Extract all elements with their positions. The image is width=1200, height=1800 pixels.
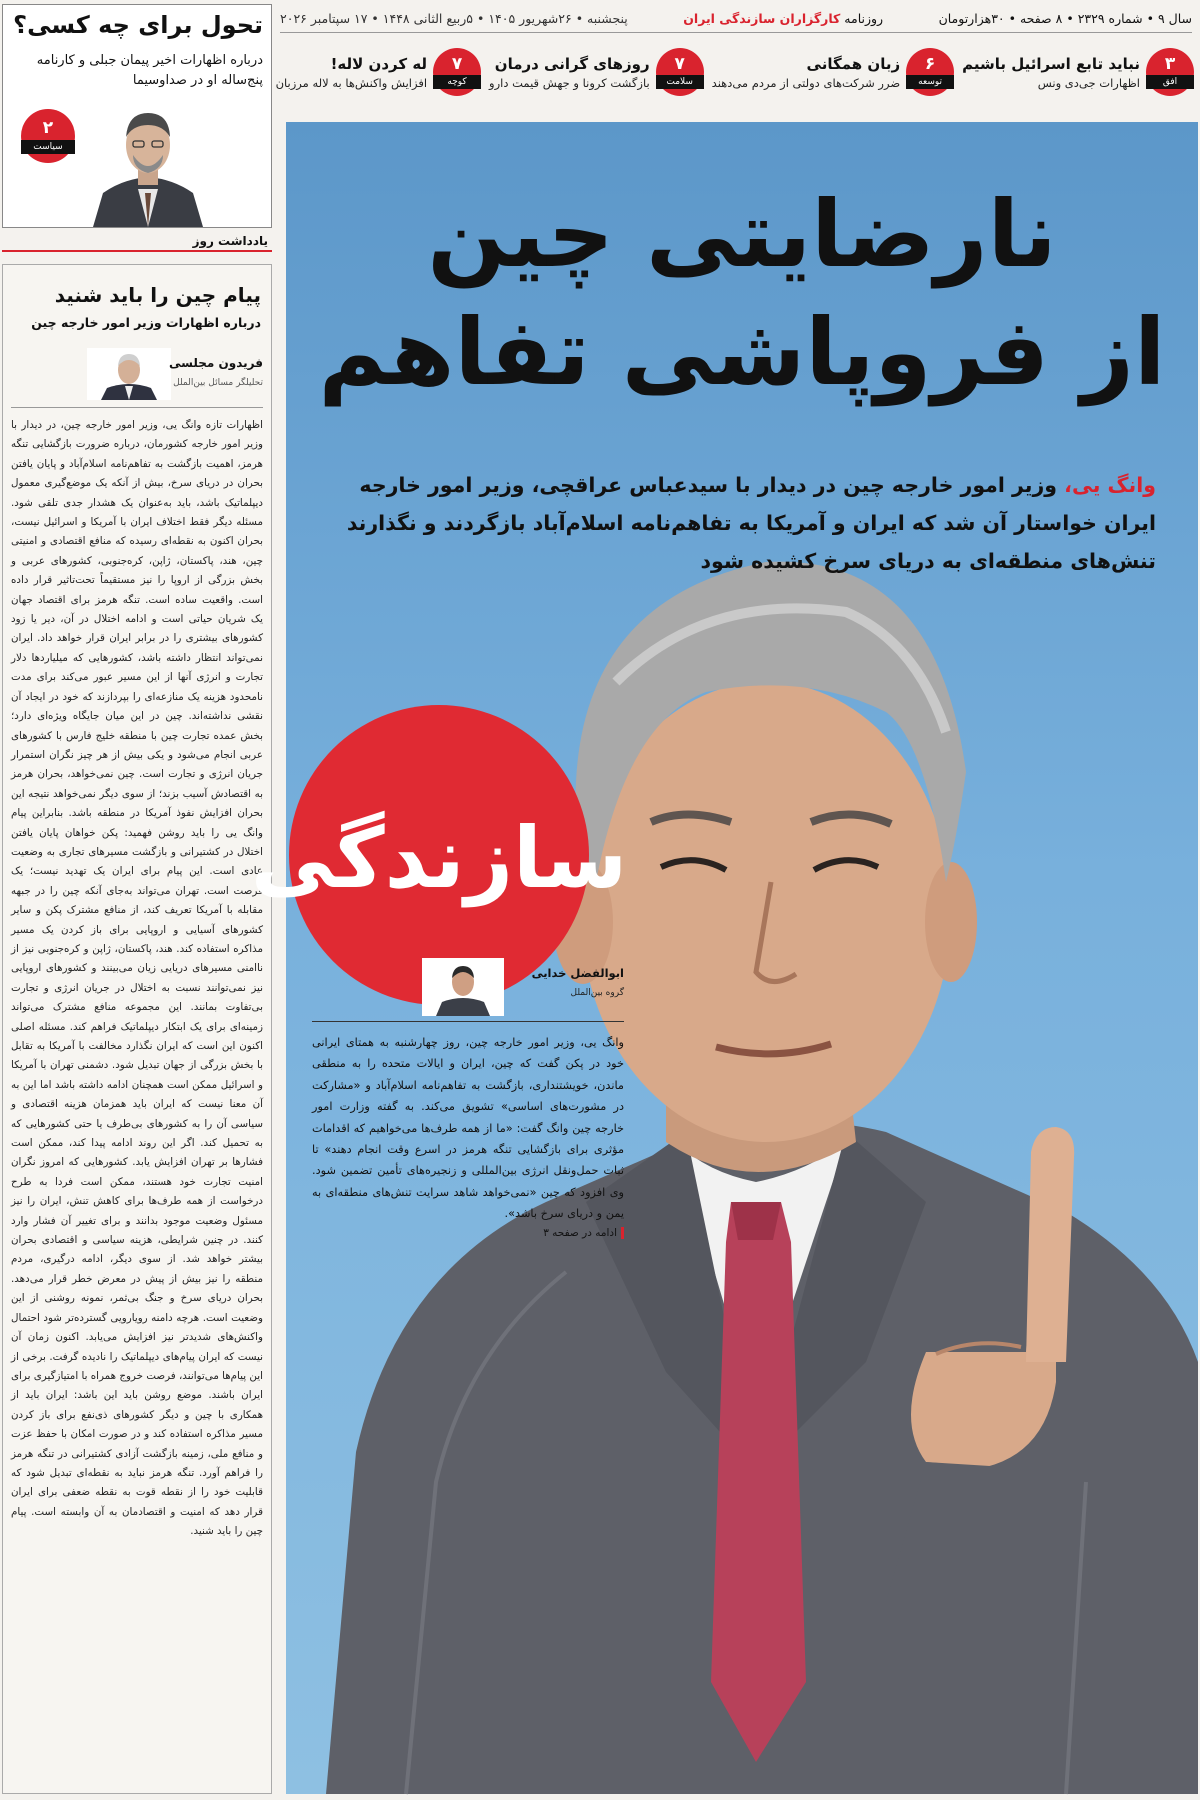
teaser-subtitle: بازگشت کرونا و جهش قیمت دارو (489, 75, 650, 90)
section-name: سیاست (21, 140, 75, 154)
teaser-title: له کردن لاله! (330, 54, 428, 73)
teaser-item[interactable] (712, 40, 954, 104)
page-number: ۶ (924, 54, 936, 74)
section-name: افق (1146, 75, 1194, 89)
author-byline (11, 348, 263, 408)
section-name: کوچه (433, 75, 481, 89)
teaser-item[interactable] (489, 40, 704, 104)
headline (286, 176, 1198, 412)
teaser-title: نباید تابع اسرائیل باشیم (962, 54, 1140, 73)
paper-name: کارگزاران سازندگی ایران (683, 10, 841, 26)
volume-issue: سال ۹ • شماره ۲۳۲۹ • ۸ صفحه • ۳۰هزارتومان (938, 10, 1192, 26)
accent-bar (621, 1227, 624, 1239)
lead-paragraph (326, 466, 1156, 580)
section-badge (906, 48, 954, 96)
meta-divider (280, 32, 1192, 33)
section-label: یادداشت روز (192, 234, 268, 248)
author-role: تحلیلگر مسائل بین‌الملل (173, 378, 263, 388)
note-of-day-header (2, 234, 272, 260)
headline-line-2: از فروپاشی تفاهم (318, 299, 1166, 406)
section-badge (21, 109, 75, 163)
continued-label: ادامه در صفحه ۳ (543, 1226, 617, 1239)
promo-box[interactable] (2, 4, 272, 228)
promo-portrait (83, 93, 213, 227)
page-number: ۲ (42, 118, 54, 138)
lead-text: وزیر امور خارجه چین در دیدار با سیدعباس عراقچی، وزیر امور خارجه ایران خواستار آن شد که ایران و آمریکا به تفاهم‌نامه اسلام‌آباد بازگردند و نگذارند تنش‌های منطقه‌ای به دریای سرخ کشیده شود (346, 473, 1156, 573)
issue-date: پنجشنبه • ۲۶شهریور ۱۴۰۵ • ۵ربیع الثانی ۱۴۴۸ • ۱۷ سپتامبر ۲۰۲۶ (280, 10, 628, 26)
lead-keyword: وانگ یی، (1064, 473, 1156, 497)
paper-label: روزنامه (844, 10, 884, 26)
opinion-title[interactable]: پیام چین را باید شنید (54, 283, 261, 307)
accent-bar (2, 250, 272, 252)
page-number: ۷ (674, 54, 685, 74)
continued-link[interactable] (312, 1227, 624, 1239)
divider (11, 407, 263, 408)
teaser-subtitle: افزایش واکنش‌ها به لاله مرزبان (275, 75, 428, 90)
section-name: سلامت (656, 75, 704, 89)
teaser-title: روزهای گرانی درمان (494, 54, 650, 73)
promo-subtitle: درباره اظهارات اخیر پیمان جبلی و کارنامه پنج‌ساله او در صداوسیما (36, 53, 263, 88)
opinion-subtitle: درباره اظهارات وزیر امور خارجه چین (31, 315, 261, 330)
teaser-item[interactable] (276, 40, 481, 104)
teaser-title: زبان همگانی (806, 54, 901, 73)
author-role: گروه بین‌الملل (570, 988, 624, 998)
masthead-meta (280, 4, 1192, 32)
section-badge (433, 48, 481, 96)
teaser-item[interactable] (962, 40, 1194, 104)
section-badge (1146, 48, 1194, 96)
teaser-subtitle: ضرر شرکت‌های دولتی از مردم می‌دهند (711, 75, 901, 90)
story-body: وانگ یی، وزیر امور خارجه چین، روز چهارشنبه به همتای ایرانی خود در پکن گفت که چین، ایران و ایالات متحده را به منطقی ماندن، خویشتنداری، بازگشت به تفاهم‌نامه اسلام‌آباد و «مشارکت در مشورت‌های اساسی» تشویق می‌کند. به گفته وزارت امور خارجه چین وانگ گفت: «ما از همه طرف‌ها می‌خواهیم که اقدامات مؤثری برای بازگشایی تنگه هرمز در اسرع وقت انجام دهند» تا ثبات حمل‌ونقل انرژی بین‌المللی و زنجیره‌های تأمین تضمین شود. وی افزود که چین «نمی‌خواهد شاهد سرایت تنش‌های منطقه‌ای به یمن و دریای سرخ باشد». (312, 1036, 624, 1221)
cover-story (250, 122, 1198, 1794)
author-name: فریدون مجلسی (169, 356, 263, 370)
author-photo (87, 348, 171, 400)
section-badge (656, 48, 704, 96)
paper-name-line (683, 11, 883, 26)
cover-story-text (312, 958, 624, 1408)
teaser-row (275, 40, 1194, 104)
author-photo (422, 958, 504, 1016)
opinion-body: اظهارات تازه وانگ یی، وزیر امور خارجه چین، در دیدار با وزیر امور خارجه کشورمان، درباره ضرورت بازگشایی تنگه هرمز، اهمیت بازگشت به تفاهم‌نامه اسلام‌آباد و پایان یافتن بحران در دریای سرخ، بیش از آنکه یک موضع‌گیری معمول دیپلماتیک باشد، باید به‌عنوان یک هشدار جدی تلقی شود. مسئله دیگر فقط اختلاف ایران با آمریکا و اسرائیل نیست، بحران اکنون به نقطه‌ای رسیده که منافع اقتصادی و امنیتی چین، هند، پاکستان، ژاپن، کره‌جنوبی، کشورهای عربی و بخش بزرگی از اروپا را نیز مستقیماً تحت‌تاثیر قرار داده است. واقعیت ساده است. تنگه هرمز برای اقتصاد جهان یک شریان حیاتی است و ادامه اختلال در آن، دیر یا زود کشورهای بیشتری را در برابر ایران قرار خواهد داد. ایران نمی‌تواند انتظار داشته باشد، کشورهایی که میلیاردها دلار تجارت و انرژی آنها از این مسیر عبور می‌کند برای مدت نامحدود هزینه یک منازعه‌ای را بپردازند که خود در ایجاد آن نقشی نداشته‌اند. چین در این میان جایگاه ویژه‌ای دارد؛ بخش عمده تجارت چین با منطقه خلیج فارس با کشورهای عربی انجام می‌شود و یکی بیش از هر چیز نگران استمرار جریان انرژی و تجارت است. چین نمی‌خواهد، بحران هرمز به اقتصادش آسیب بزند؛ از سوی دیگر نمی‌خواهد نتیجه این بحران افزایش نفوذ آمریکا در منطقه باشد. بنابراین پیام وانگ یی را باید روشن فهمید: پکن خواهان پایان یافتن اختلال در کشتیرانی و بازگشت مسیرهای تجاری به وضعیت عادی است. این پیام برای ایران یک تهدید نیست؛ یک فرصت است. تهران می‌تواند به‌جای آنکه چین را در جبهه مقابله با آمریکا تعریف کند، از منافع مشترک پکن و سایر کشورهای آسیایی و اروپایی برای باز کردن یک مسیر مذاکره استفاده کند. هند، پاکستان، ژاپن و کره‌جنوبی نیز از ناامنی مسیرهای دریایی زیان می‌بینند و کشورهای اروپایی نیز نمی‌توانند نسبت به اختلال در جریان انرژی و تجارت بی‌تفاوت بمانند. این مجموعه منافع مشترک می‌تواند زمینه‌ای برای یک ابتکار دیپلماتیک فراهم کند. مسئله اصلی اکنون این است که ایران نگذارد مخالفت با آمریکا به تقابل با بخش بزرگی از جهان تبدیل شود. دشمنی تهران با آمریکا و اسرائیل ممکن است همچنان ادامه داشته باشد اما این به آن معنا نیست که ایران باید همزمان هزینه اقتصادی و سیاسی آن را به کشورهای بی‌طرف یا حتی کشورهایی که به تحمیل کند. اگر این روند ادامه پیدا کند، ممکن است فشارها بر تهران افزایش یابد. کشورهایی که امروز نگران امنیت تجارت خود هستند، ممکن است فردا به طرح درخواست از همه طرف‌ها برای کاهش تنش، ایران را نیز مسئول وضعیت موجود بدانند و برای تغییر آن فشار وارد کنند. در چنین شرایطی، هزینه سیاسی و اقتصادی بحران بیشتر خواهد شد. از سوی دیگر، ادامه درگیری، مردم منطقه را نیز بیش از پیش در معرض خطر قرار می‌دهد. بحران دریای سرخ و جنگ بی‌ثمر، نمونه روشنی از این وضعیت است. هرچه دامنه رویارویی گسترده‌تر شود احتمال واکنش‌های شدیدتر نیز افزایش می‌یابد. اکنون زمان آن نیست که ایران پیام‌های دیپلماتیک را نادیده گرفت. برخی از این پیام‌ها می‌توانند، فرصت خروج همراه با امتیازگیری برای ایران باشند. موضع روشن باید این باشد: ایران باید از همکاری با چین و دیگر کشورهای ذی‌نفع برای باز کردن مسیر مذاکره استفاده کند و در صورت امکان با حفظ عزت و منافع ملی، زمینه بازگشت آزادی کشتیرانی در تنگه هرمز را فراهم آورد. تنگه هرمز نباید به نقطه‌ای تبدیل شود که قابلیت خود را از نقطه قوت به نقطه ضعفی برای ایران قرار دهد که امنیت و اقتصادمان به آن وابسته است. پیام چین را باید شنید. (10, 419, 263, 1538)
author-byline (312, 958, 624, 1024)
page-number: ۷ (451, 54, 463, 74)
promo-title: تحول برای چه کسی؟ (13, 11, 263, 39)
headline-line-1: نارضایتی چین (427, 181, 1057, 288)
page-number: ۳ (1164, 54, 1176, 74)
teaser-subtitle: اظهارات جی‌دی ونس (1037, 75, 1140, 90)
section-name: توسعه (906, 75, 954, 89)
author-name: ابوالفضل خدایی (531, 966, 624, 980)
logo-text: سازندگی (250, 809, 628, 907)
divider (312, 1021, 624, 1022)
opinion-column (2, 264, 272, 1794)
